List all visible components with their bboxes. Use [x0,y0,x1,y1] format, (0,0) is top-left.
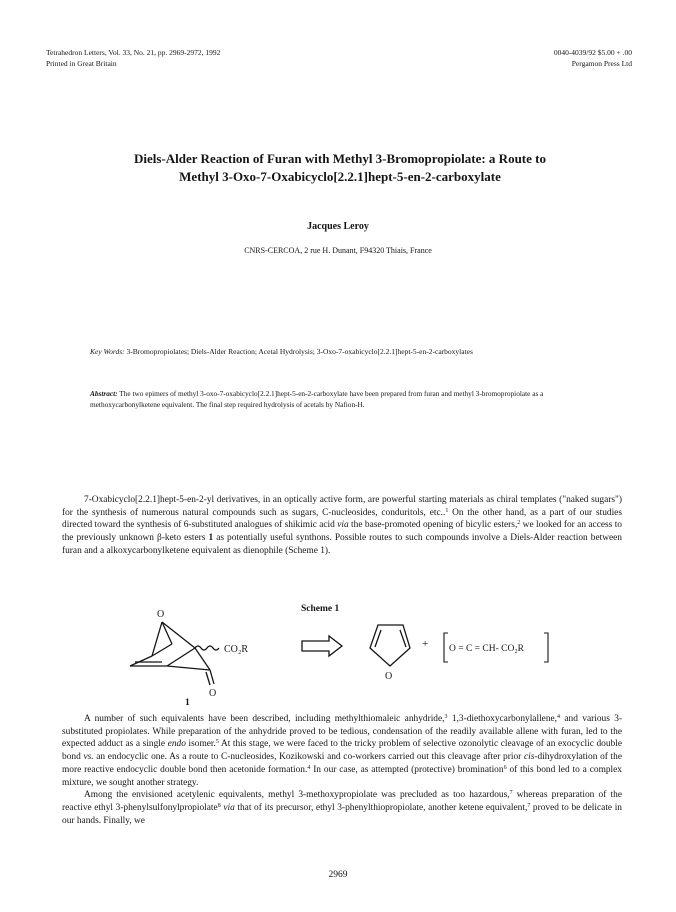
body-continued [62,713,622,827]
scheme-1-diagram [110,600,550,710]
furan-oxygen: O [385,671,393,682]
abstract-text: The two epimers of methyl 3-oxo-7-oxabicyclo[2.2.1]hept-5-en-2-carboxylate have been prepared from furan and methyl 3-bromopropiolate as a methoxycarbonylketene equivalent. The final step required hydrolysis of acetals by Nafion-H. [90,389,544,409]
p1-text-a: 7-Oxabicyclo[2.2.1]hept-5-en-2-yl derivatives, in an optically active form, are powerful starting materials as chiral templates ("naked sugars") for the synthesis of numerous natural compounds such as sugars, C-nucleosides, conduritols, etc.. [62,495,622,518]
furan-ring [370,625,410,666]
ester-group: CO₂R [224,644,249,655]
p2-text-f: an endocyclic one. As a route to C-nucleosides, Kozikowski and co-workers carried out this cleavage after prior [93,752,524,763]
p2-cis: cis [523,752,535,763]
publisher-header [554,47,632,69]
paragraph-3 [62,789,622,827]
journal-header [46,47,220,69]
keywords-text: 3-Bromopropiolates; Diels-Alder Reaction; Acetal Hydrolysis; 3-Oxo-7-oxabicyclo[2.2.1]hept-5-en-2-carboxylates [124,347,473,356]
p1-via: via [337,520,349,531]
p2-text-b: 1,3-diethoxycarbonylallene, [447,714,558,724]
p3-via: via [223,802,235,813]
author: Jacques Leroy [307,221,369,232]
p2-text-h: In our case, as attempted (protective) bromination [310,764,504,775]
abstract-label: Abstract: [90,389,118,398]
ref-2: 2 [517,520,521,527]
ketene-formula: O = C = CH- CO₂R [449,644,524,654]
ref-7: 7 [509,790,513,797]
p2-text-a: A number of such equivalents have been described, including methylthiomaleic anhydride, [84,714,445,724]
printed-in: Printed in Great Britain [46,59,117,68]
p1-text-d: we looked for an access to the previously unknown β-keto esters [62,520,622,544]
p2-vs: vs. [83,752,94,763]
p1-text-c: the base-promoted opening of bicylic esters, [348,520,518,531]
p1-text-b: On the other hand, as a part of our studies directed toward the synthesis of 6-substituted analogues of shikimic acid [62,507,622,531]
p2-text-g: -dihydroxylation of the more reactive endocyclic double bond then acetonide formation. [62,752,623,775]
bridge-oxygen: O [157,609,165,620]
title-line-1: Diels-Alder Reaction of Furan with Methyl 3-Bromopropiolate: a Route to [134,151,546,166]
body-intro [62,494,622,558]
p2-text-e: At this stage, we were faced to the tricky problem of selective ozonolytic cleavage of an exocyclic double bond [62,739,623,763]
ketone-oxygen: O [209,688,217,699]
retrosynthesis-arrow [302,636,342,656]
keywords-label: Key Words: [90,347,125,356]
ref-4b: 4 [307,764,311,771]
p2-text-i: of this bond led to a complex mixture, we sought another strategy. [62,764,622,788]
bicyclic-compound [130,622,219,685]
ref-7b: 7 [527,802,531,809]
p3-text-e: proved to be delicate in our hands. Finally, we [62,802,622,826]
ref-1: 1 [445,507,449,514]
ref-8: 8 [217,802,221,809]
paragraph-1 [62,494,622,558]
ref-3: 3 [444,714,448,720]
title-line-2: Methyl 3-Oxo-7-Oxabicyclo[2.2.1]hept-5-en-2-carboxylate [179,169,501,184]
p3-text-b: whereas preparation of the reactive ethyl 3-phenylsulfonylpropiolate [62,790,622,813]
ref-6: 6 [503,764,507,771]
compound-1-label: 1 [185,698,190,708]
abstract [90,388,590,410]
scheme-title: Scheme 1 [301,604,340,614]
p3-text-d: that of its precursor, ethyl 3-phenylthiopropiolate, another ketene equivalent, [234,802,528,813]
p2-text-d: isomer. [185,739,216,750]
p1-text-e: as potentially useful synthons. Possible routes to such compounds involve a Diels-Alder reaction between furan and a alkoxycarbonylketene equivalent as dienophile (Scheme 1). [62,533,622,556]
publisher: Pergamon Press Ltd [571,59,632,68]
paragraph-2 [62,713,622,789]
ref-4: 4 [557,714,561,720]
journal-citation: Tetrahedron Letters, Vol. 33, No. 21, pp. 2969-2972, 1992 [46,48,221,57]
compound-ref: 1 [208,533,214,544]
p2-endo: endo [167,739,186,750]
page-number: 2969 [328,870,348,880]
paper-title [60,150,620,186]
ref-5: 5 [215,739,219,746]
keywords [90,346,590,357]
affiliation: CNRS-CERCOA, 2 rue H. Dunant, F94320 Thiais, France [244,246,432,255]
plus-sign: + [422,638,429,650]
price-code: 0040-4039/92 $5.00 + .00 [553,48,632,57]
p2-text-c: and various 3-substituted propiolates. While preparation of the anhydride proved to be tedious, condensation of the readily available allene with furan, led to the expected adduct as a single [62,714,623,750]
p3-text-a: Among the envisioned acetylenic equivalents, methyl 3-methoxypropiolate was precluded as too hazardous, [84,790,510,801]
